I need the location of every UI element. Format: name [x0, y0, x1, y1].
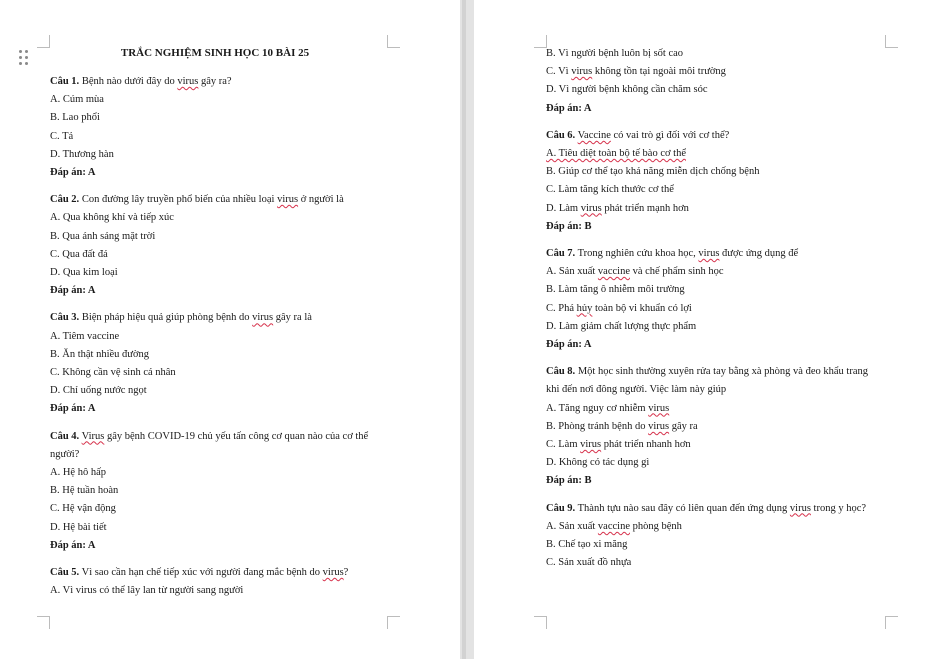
answer: Đáp án: B — [546, 475, 592, 487]
question-6-text — [546, 127, 881, 145]
option-a: A. Vì virus có thể lây lan từ người sang người — [50, 585, 244, 597]
option-d: D. Chỉ uống nước ngọt — [50, 385, 147, 397]
text-run: A. Tăng nguy cơ nhiễm — [546, 402, 649, 414]
option-b: B. Qua ánh sáng mặt trời — [50, 230, 156, 242]
text-run: gây bệnh COVID-19 chủ yếu tấn công cơ quan nào của cơ thể — [104, 430, 369, 442]
question-4-text — [50, 428, 380, 446]
question-number: Câu 3. — [50, 312, 80, 324]
spellcheck-underline: vaccine — [597, 520, 630, 532]
option-b: B. Chế tạo xi măng — [546, 539, 628, 551]
option-c: C. Làm tăng kích thước cơ thể — [546, 184, 674, 196]
spellcheck-underline: virus — [252, 312, 274, 324]
spellcheck-underline: virus — [177, 76, 199, 87]
option-d: D. Làm giảm chất lượng thực phẩm — [546, 320, 697, 332]
option-c — [546, 300, 881, 318]
option-a: A. Cúm mùa — [50, 94, 104, 106]
option-a — [546, 518, 881, 536]
text-run: A. Sản xuất — [546, 520, 598, 532]
question-6 — [546, 127, 881, 236]
question-3 — [50, 309, 380, 418]
question-5-continued — [546, 45, 881, 118]
question-number: Câu 9. — [546, 502, 576, 514]
text-run: không tồn tại ngoài môi trường — [592, 66, 726, 78]
text-run — [25, 62, 28, 65]
text-run: phòng bệnh — [629, 520, 682, 532]
option-c: C. Qua đất đá — [50, 248, 108, 260]
text-run: C. Làm — [546, 439, 581, 451]
option-b: B. Ăn thật nhiều đường — [50, 348, 150, 360]
answer: Đáp án: A — [50, 403, 96, 415]
question-number: Câu 8. — [546, 366, 576, 378]
question-8 — [546, 363, 881, 490]
text-run: phát triển nhanh hơn — [601, 439, 691, 451]
text-run: được ứng dụng để — [719, 248, 799, 260]
text-run — [19, 62, 22, 65]
question-4 — [50, 428, 380, 555]
question-3-text — [50, 309, 380, 327]
answer: Đáp án: B — [546, 220, 592, 232]
text-run: toàn bộ vi khuẩn có lợi — [592, 302, 692, 314]
spellcheck-underline: Virus — [81, 430, 105, 442]
spellcheck-underline: vaccine — [597, 266, 630, 278]
question-number: Câu 5. — [50, 567, 80, 579]
spellcheck-underline: virus — [322, 567, 344, 579]
option-a — [546, 400, 881, 418]
spellcheck-underline: Vaccine — [577, 129, 611, 141]
text-run: C. Vì — [546, 66, 572, 78]
question-number: Câu 6. — [546, 129, 576, 141]
option-a: A. Tiêm vaccine — [50, 330, 120, 342]
option-c: C. Tả — [50, 130, 74, 142]
option-b — [546, 418, 881, 436]
option-b: B. Vì người bệnh luôn bị sốt cao — [546, 48, 684, 59]
text-run: và chế phẩm sinh học — [629, 266, 724, 278]
text-run: Bệnh nào dưới đây do — [79, 76, 178, 87]
crop-mark-top-right — [387, 35, 400, 48]
crop-mark-bottom-right — [387, 616, 400, 629]
spellcheck-underline: hủy — [576, 302, 593, 314]
option-c: C. Sản xuất đồ nhựa — [546, 557, 632, 569]
text-run: gây ra? — [198, 76, 232, 87]
option-a: A. Qua không khí và tiếp xúc — [50, 212, 174, 224]
document-title: TRẮC NGHIỆM SINH HỌC 10 BÀI 25 — [120, 47, 310, 59]
option-d: D. Không có tác dụng gì — [546, 457, 650, 469]
text-run: Trong nghiên cứu khoa học, — [575, 248, 699, 260]
text-run — [19, 50, 22, 53]
option-b: B. Giúp cơ thể tạo khả năng miễn dịch chống bệnh — [546, 166, 760, 178]
option-a: A. Hệ hô hấp — [50, 467, 106, 479]
option-d: D. Vì người bệnh không cần chăm sóc — [546, 84, 708, 96]
answer: Đáp án: A — [50, 285, 96, 297]
option-d: D. Thương hàn — [50, 148, 114, 160]
text-run: Một học sinh thường xuyên rửa tay bằng xà phòng và đeo khẩu trang — [575, 366, 868, 378]
spellcheck-underline: virus — [789, 502, 811, 514]
spellcheck-underline: virus — [648, 402, 670, 414]
option-c — [546, 436, 881, 454]
text-run — [25, 50, 28, 53]
question-9 — [546, 500, 881, 573]
text-run: B. Phòng tránh bệnh do — [546, 420, 649, 432]
question-1 — [50, 73, 380, 182]
spellcheck-underline: virus — [648, 420, 670, 432]
document-page-left — [0, 0, 460, 659]
question-7-text — [546, 245, 881, 263]
spellcheck-underline: virus — [277, 194, 299, 206]
text-run: trong y học? — [810, 502, 867, 514]
text-run: A. Sản xuất — [546, 266, 598, 278]
question-8-text — [546, 363, 881, 381]
text-run: gây ra là — [273, 312, 312, 324]
question-number: Câu 1. — [50, 76, 80, 87]
question-2 — [50, 191, 380, 300]
question-number: Câu 7. — [546, 248, 576, 260]
text-run: phát triển mạnh hơn — [601, 202, 689, 214]
question-4-text-cont: người? — [50, 448, 80, 460]
question-9-text — [546, 500, 881, 518]
spellcheck-underline: virus — [698, 248, 720, 260]
crop-mark-top-left — [37, 35, 50, 48]
spellcheck-underline: A. Tiêu diệt toàn bộ tế bào cơ thể — [546, 148, 686, 160]
text-run — [25, 56, 28, 59]
text-run: có vai trò gì đối với cơ thể? — [610, 129, 730, 141]
text-run — [19, 56, 22, 59]
crop-mark-bottom-right — [885, 616, 898, 629]
spellcheck-underline: virus — [580, 202, 602, 214]
text-run: Biện pháp hiệu quả giúp phòng bệnh do — [79, 312, 253, 324]
option-c — [546, 63, 881, 81]
option-c: C. Hệ vận động — [50, 503, 116, 515]
question-number: Câu 2. — [50, 194, 80, 206]
crop-mark-top-right — [885, 35, 898, 48]
option-d: D. Hệ bài tiết — [50, 521, 107, 533]
right-column-text[interactable] — [546, 45, 881, 581]
text-run: Con đường lây truyền phổ biến của nhiều loại — [79, 194, 278, 206]
answer: Đáp án: A — [50, 539, 96, 551]
text-run: C. Phá — [546, 302, 577, 314]
question-8-text-cont: khi đến nơi đông người. Việc làm này giúp — [546, 384, 727, 396]
text-run: Vì sao cần hạn chế tiếp xúc với người đang mắc bệnh do — [79, 567, 323, 579]
question-1-text — [50, 73, 380, 91]
left-column-text[interactable] — [50, 45, 380, 609]
text-run: gây ra — [669, 420, 698, 432]
question-5 — [50, 564, 380, 600]
question-2-text — [50, 191, 380, 209]
question-5-text — [50, 564, 380, 582]
question-number: Câu 4. — [50, 430, 80, 442]
text-run: D. Làm — [546, 202, 581, 214]
spellcheck-underline: virus — [580, 439, 602, 451]
option-a — [546, 145, 881, 163]
option-b: B. Hệ tuần hoàn — [50, 485, 119, 497]
question-7 — [546, 245, 881, 354]
answer: Đáp án: A — [50, 167, 96, 179]
text-run: ? — [343, 567, 349, 579]
option-b: B. Lao phổi — [50, 112, 100, 124]
answer: Đáp án: A — [546, 102, 592, 114]
drag-handle-icon[interactable] — [19, 50, 29, 66]
crop-mark-bottom-left — [37, 616, 50, 629]
spellcheck-underline: virus — [571, 66, 593, 78]
crop-mark-bottom-left — [534, 616, 547, 629]
text-run: ở người là — [298, 194, 344, 206]
option-a — [546, 263, 881, 281]
option-c: C. Không cần vệ sinh cá nhân — [50, 367, 176, 379]
option-d: D. Qua kim loại — [50, 267, 118, 279]
option-d — [546, 200, 881, 218]
text-run: Thành tựu nào sau đây có liên quan đến ứng dụng — [575, 502, 790, 514]
option-b: B. Làm tăng ô nhiễm môi trường — [546, 284, 685, 296]
answer: Đáp án: A — [546, 339, 592, 351]
page-gap — [460, 0, 474, 659]
